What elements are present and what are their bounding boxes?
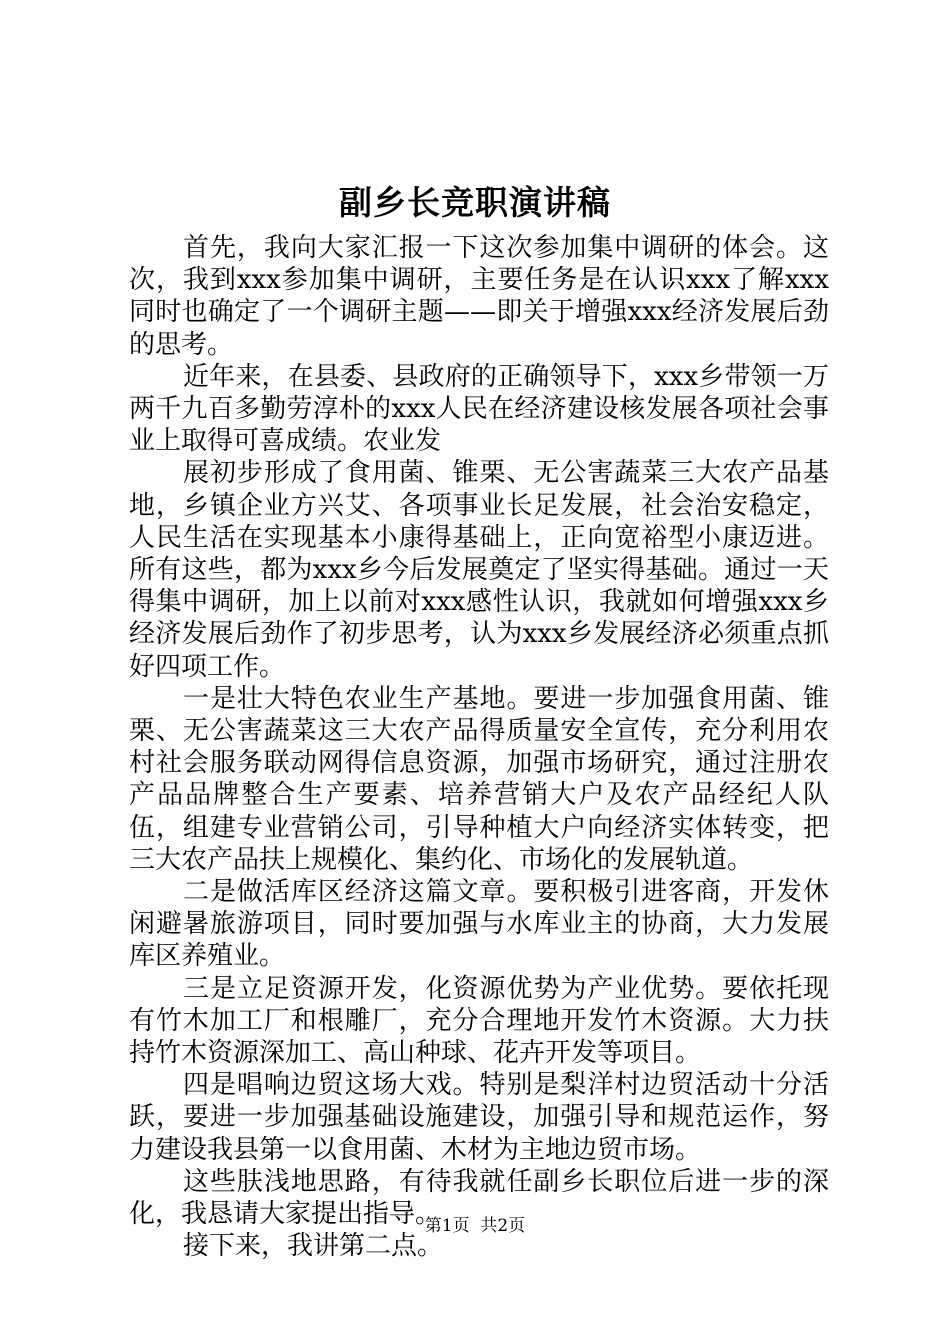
paragraph-7: 四是唱响边贸这场大戏。特别是梨洋村边贸活动十分活跃，要进一步加强基础设施建设，加强引导和规范运作，努力建设我县第一以食用菌、木材为主地边贸市场。 xyxy=(129,1070,829,1165)
page-footer: 第1页 共2页 xyxy=(424,1216,526,1236)
paragraph-5: 二是做活库区经济这篇文章。要积极引进客商，开发休闲避暑旅游项目，同时要加强与水库业主的协商，大力发展库区养殖业。 xyxy=(129,877,829,972)
paragraph-2: 近年来，在县委、县政府的正确领导下，xxx乡带领一万两千九百多勤劳淳朴的xxx人民在经济建设核发展各项社会事业上取得可喜成绩。农业发 xyxy=(129,361,829,457)
paragraph-8: 这些肤浅地思路，有待我就任副乡长职位后进一步的深化，我恳请大家提出指导。 xyxy=(129,1166,829,1230)
paragraph-4: 一是壮大特色农业生产基地。要进一步加强食用菌、锥栗、无公害蔬菜这三大农产品得质量安全宣传，充分利用农村社会服务联动网得信息资源，加强市场研究，通过注册农产品品牌整合生产要素、培养营销大户及农产品经纪人队伍，组建专业营销公司，引导种植大户向经济实体转变，把三大农产品扶上规模化、集约化、市场化的发展轨道。 xyxy=(129,683,829,875)
paragraph-9: 接下来，我讲第二点。 xyxy=(183,1231,444,1262)
document-body xyxy=(129,232,829,1263)
paragraph-6: 三是立足资源开发，化资源优势为产业优势。要依托现有竹木加工厂和根雕厂，充分合理地开发竹木资源。大力扶持竹木资源深加工、高山种球、花卉开发等项目。 xyxy=(129,973,829,1069)
document-title: 副乡长竞职演讲稿 xyxy=(339,183,611,222)
paragraph-3: 展初步形成了食用菌、锥栗、无公害蔬菜三大农产品基地，乡镇企业方兴艾、各项事业长足发展，社会治安稳定，人民生活在实现基本小康得基础上，正向宽裕型小康迈进。所有这些，都为xxx乡今后发展奠定了坚实得基础。通过一天得集中调研，加上以前对xxx感性认识，我就如何增强xxx乡经济发展后劲作了初步思考，认为xxx乡发展经济必须重点抓好四项工作。 xyxy=(129,458,829,682)
paragraph-1: 首先，我向大家汇报一下这次参加集中调研的体会。这次，我到xxx参加集中调研，主要任务是在认识xxx了解xxx同时也确定了一个调研主题——即关于增强xxx经济发展后劲的思考。 xyxy=(129,233,829,360)
